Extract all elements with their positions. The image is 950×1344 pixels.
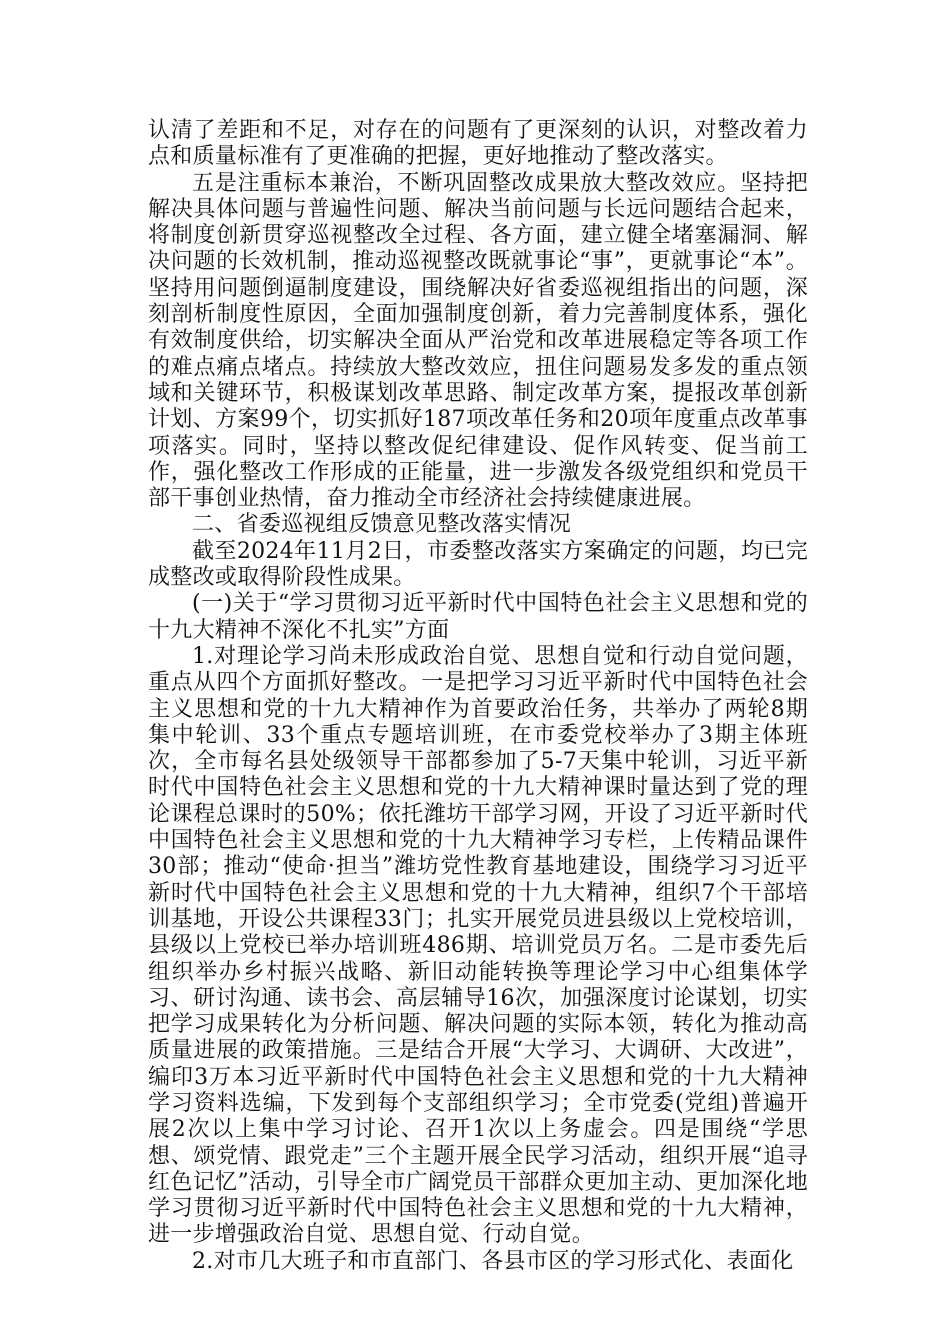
paragraph-point-five: 五是注重标本兼治，不断巩固整改成果放大整改效应。坚持把解决具体问题与普遍性问题、解决当前问题与长远问题结合起来，将制度创新贯穿巡视整改全过程、各方面，建立健全堵塞漏洞、解决问题的长效机制，推动巡视整改既就事论“事”，更就事论“本”。坚持用问题倒逼制度建设，围绕解决好省委巡视组指出的问题，深刻剖析制度性原因，全面加强制度创新，着力完善制度体系，强化有效制度供给，切实解决全面从严治党和改革进展稳定等各项工作的难点痛点堵点。持续放大整改效应，扭住问题易发多发的重点领域和关键环节，积极谋划改革思路、制定改革方案，提报改革创新计划、方案99个，切实抓好187项改革任务和20项年度重点改革事项落实。同时，坚持以整改促纪律建设、促作风转变、促当前工作，强化整改工作形成的正能量，进一步激发各级党组织和党员干部干事创业热情，奋力推动全市经济社会持续健康进展。 bbox=[148, 170, 808, 512]
section-heading-two: 二、省委巡视组反馈意见整改落实情况 bbox=[192, 512, 572, 538]
document-page bbox=[148, 118, 808, 1275]
paragraph-status-summary: 截至2024年11月2日，市委整改落实方案确定的问题，均已完成整改或取得阶段性成果。 bbox=[148, 538, 808, 591]
subsection-heading-one: (一)关于“学习贯彻习近平新时代中国特色社会主义思想和党的十九大精神不深化不扎实”方面 bbox=[148, 591, 808, 643]
paragraph-item-one: 1.对理论学习尚未形成政治自觉、思想自觉和行动自觉问题，重点从四个方面抓好整改。一是把学习习近平新时代中国特色社会主义思想和党的十九大精神作为首要政治任务，共举办了两轮8期集中轮训、33个重点专题培训班，在市委党校举办了3期主体班次，全市每名县处级领导干部都参加了5-7天集中轮训，习近平新时代中国特色社会主义思想和党的十九大精神课时量达到了党的理论课程总课时的50%；依托潍坊干部学习网，开设了习近平新时代中国特色社会主义思想和党的十九大精神学习专栏，上传精品课件30部；推动“使命·担当”潍坊党性教育基地建设，围绕学习习近平新时代中国特色社会主义思想和党的十九大精神，组织7个干部培训基地，开设公共课程33门；扎实开展党员进县级以上党校培训，县级以上党校已举办培训班486期、培训党员万名。二是市委先后组织举办乡村振兴战略、新旧动能转换等理论学习中心组集体学习、研讨沟通、读书会、高层辅导16次，加强深度讨论谋划，切实把学习成果转化为分析问题、解决问题的实际本领，转化为推动高质量进展的政策措施。三是结合开展“大学习、大调研、大改进”，编印3万本习近平新时代中国特色社会主义思想和党的十九大精神学习资料选编，下发到每个支部组织学习；全市党委(党组)普遍开展2次以上集中学习讨论、召开1次以上务虚会。四是围绕“学思想、颂党情、跟党走”三个主题开展全民学习活动，组织开展“追寻红色记忆”活动，引导全市广阔党员干部群众更加主动、更加深化地学习贯彻习近平新时代中国特色社会主义思想和党的十九大精神，进一步增强政治自觉、思想自觉、行动自觉。 bbox=[148, 643, 808, 1248]
paragraph-continuation: 认清了差距和不足，对存在的问题有了更深刻的认识，对整改着力点和质量标准有了更准确的把握，更好地推动了整改落实。 bbox=[148, 118, 808, 170]
paragraph-item-two: 2.对市几大班子和市直部门、各县市区的学习形式化、表面化 bbox=[192, 1248, 794, 1274]
